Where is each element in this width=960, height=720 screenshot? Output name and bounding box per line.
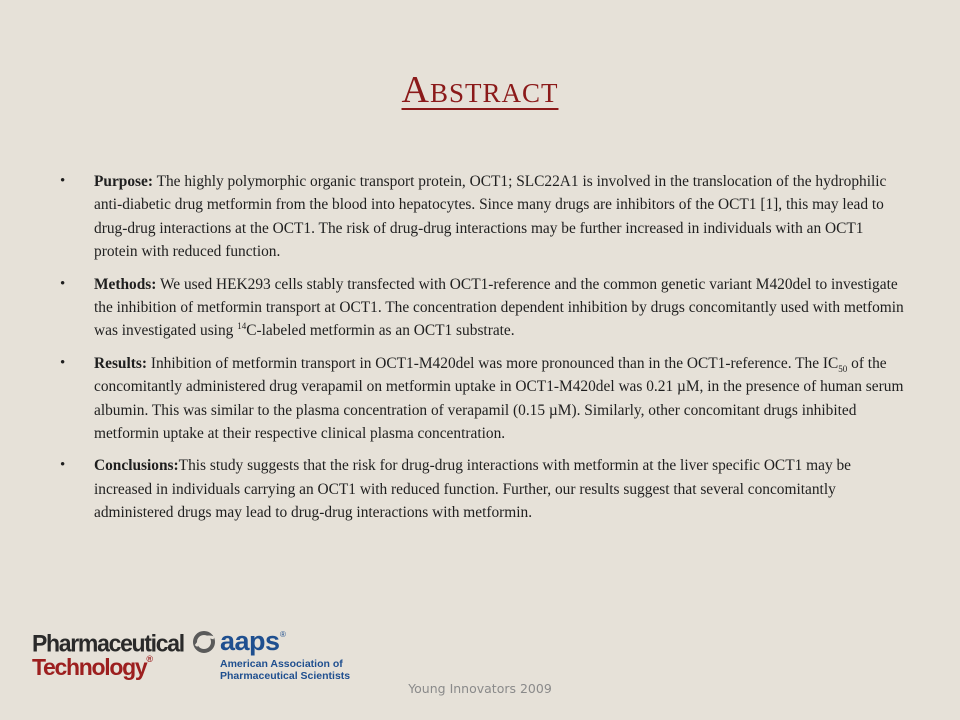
aaps-logo bbox=[192, 628, 352, 684]
pt-logo-line1: Pharmaceutical bbox=[32, 629, 184, 657]
bullet-text: Inhibition of metformin transport in OCT1-M420del was more pronounced than in the OCT1-reference. The IC bbox=[147, 354, 839, 372]
bullet-text: We used HEK293 cells stably transfected with OCT1-reference and the common genetic variant M420del to investigate the inhibition of metformin transport at OCT1. The concentration dependent inhibition by drugs concomitantly used with metfomin was investigated using bbox=[94, 275, 904, 340]
aaps-logo-line2: Pharmaceutical Scientists bbox=[220, 670, 351, 682]
bullet-dot-icon: • bbox=[60, 354, 66, 371]
bullet-label: Purpose: bbox=[94, 173, 153, 190]
bullet-text: This study suggests that the risk for drug-drug interactions with metformin at the liver specific OCT1 may be increased in individuals carrying an OCT1 with reduced function. Further, our results suggest that several concomitantly administered drugs may lead to drug-drug interactions with metformin. bbox=[94, 457, 852, 522]
bullet-label: Conclusions: bbox=[94, 457, 179, 475]
aaps-logo-mark: aaps bbox=[220, 626, 280, 656]
abstract-bullet bbox=[58, 170, 908, 264]
superscript: 14 bbox=[237, 321, 247, 332]
abstract-bullet bbox=[58, 273, 908, 343]
footer-text: Young Innovators 2009 bbox=[408, 681, 552, 696]
pt-logo-line2: Technology® bbox=[32, 654, 152, 680]
bullet-text: of the concomitantly administered drug verapamil on metformin uptake in OCT1-M420del was 0.21 µM, in the presence of human serum albumin. This was similar to the plasma concentration of verapamil (0.15 µM). Similarly, other concomitant drugs inhibited metformin uptake at their respective clinical plasma concentration. bbox=[94, 354, 904, 443]
slide-title: Abstract bbox=[401, 69, 559, 111]
aaps-logo-line1: American Association of bbox=[220, 658, 343, 670]
subscript: 50 bbox=[838, 363, 848, 374]
abstract-bullet bbox=[58, 352, 908, 446]
aaps-logo-reg: ® bbox=[280, 630, 286, 639]
aaps-swirl-icon bbox=[192, 630, 218, 654]
bullet-dot-icon: • bbox=[60, 275, 66, 292]
bullet-dot-icon: • bbox=[60, 173, 66, 189]
abstract-bullet-list bbox=[58, 170, 908, 534]
bullet-text: The highly polymorphic organic transport protein, OCT1; SLC22A1 is involved in the translocation of the hydrophilic anti-diabetic drug metformin from the blood into hepatocytes. Since many drugs are inhibitors of the OCT1 [1], this may lead to drug-drug interactions at the OCT1. The risk of drug-drug interactions may be further increased in individuals with an OCT1 protein with reduced function. bbox=[94, 173, 887, 261]
bullet-label: Results: bbox=[94, 354, 148, 372]
bullet-dot-icon: • bbox=[60, 457, 66, 474]
bullet-text: C-labeled metformin as an OCT1 substrate. bbox=[246, 322, 515, 340]
pharmaceutical-technology-logo bbox=[32, 630, 182, 682]
abstract-bullet bbox=[58, 454, 908, 524]
bullet-label: Methods: bbox=[94, 275, 157, 293]
